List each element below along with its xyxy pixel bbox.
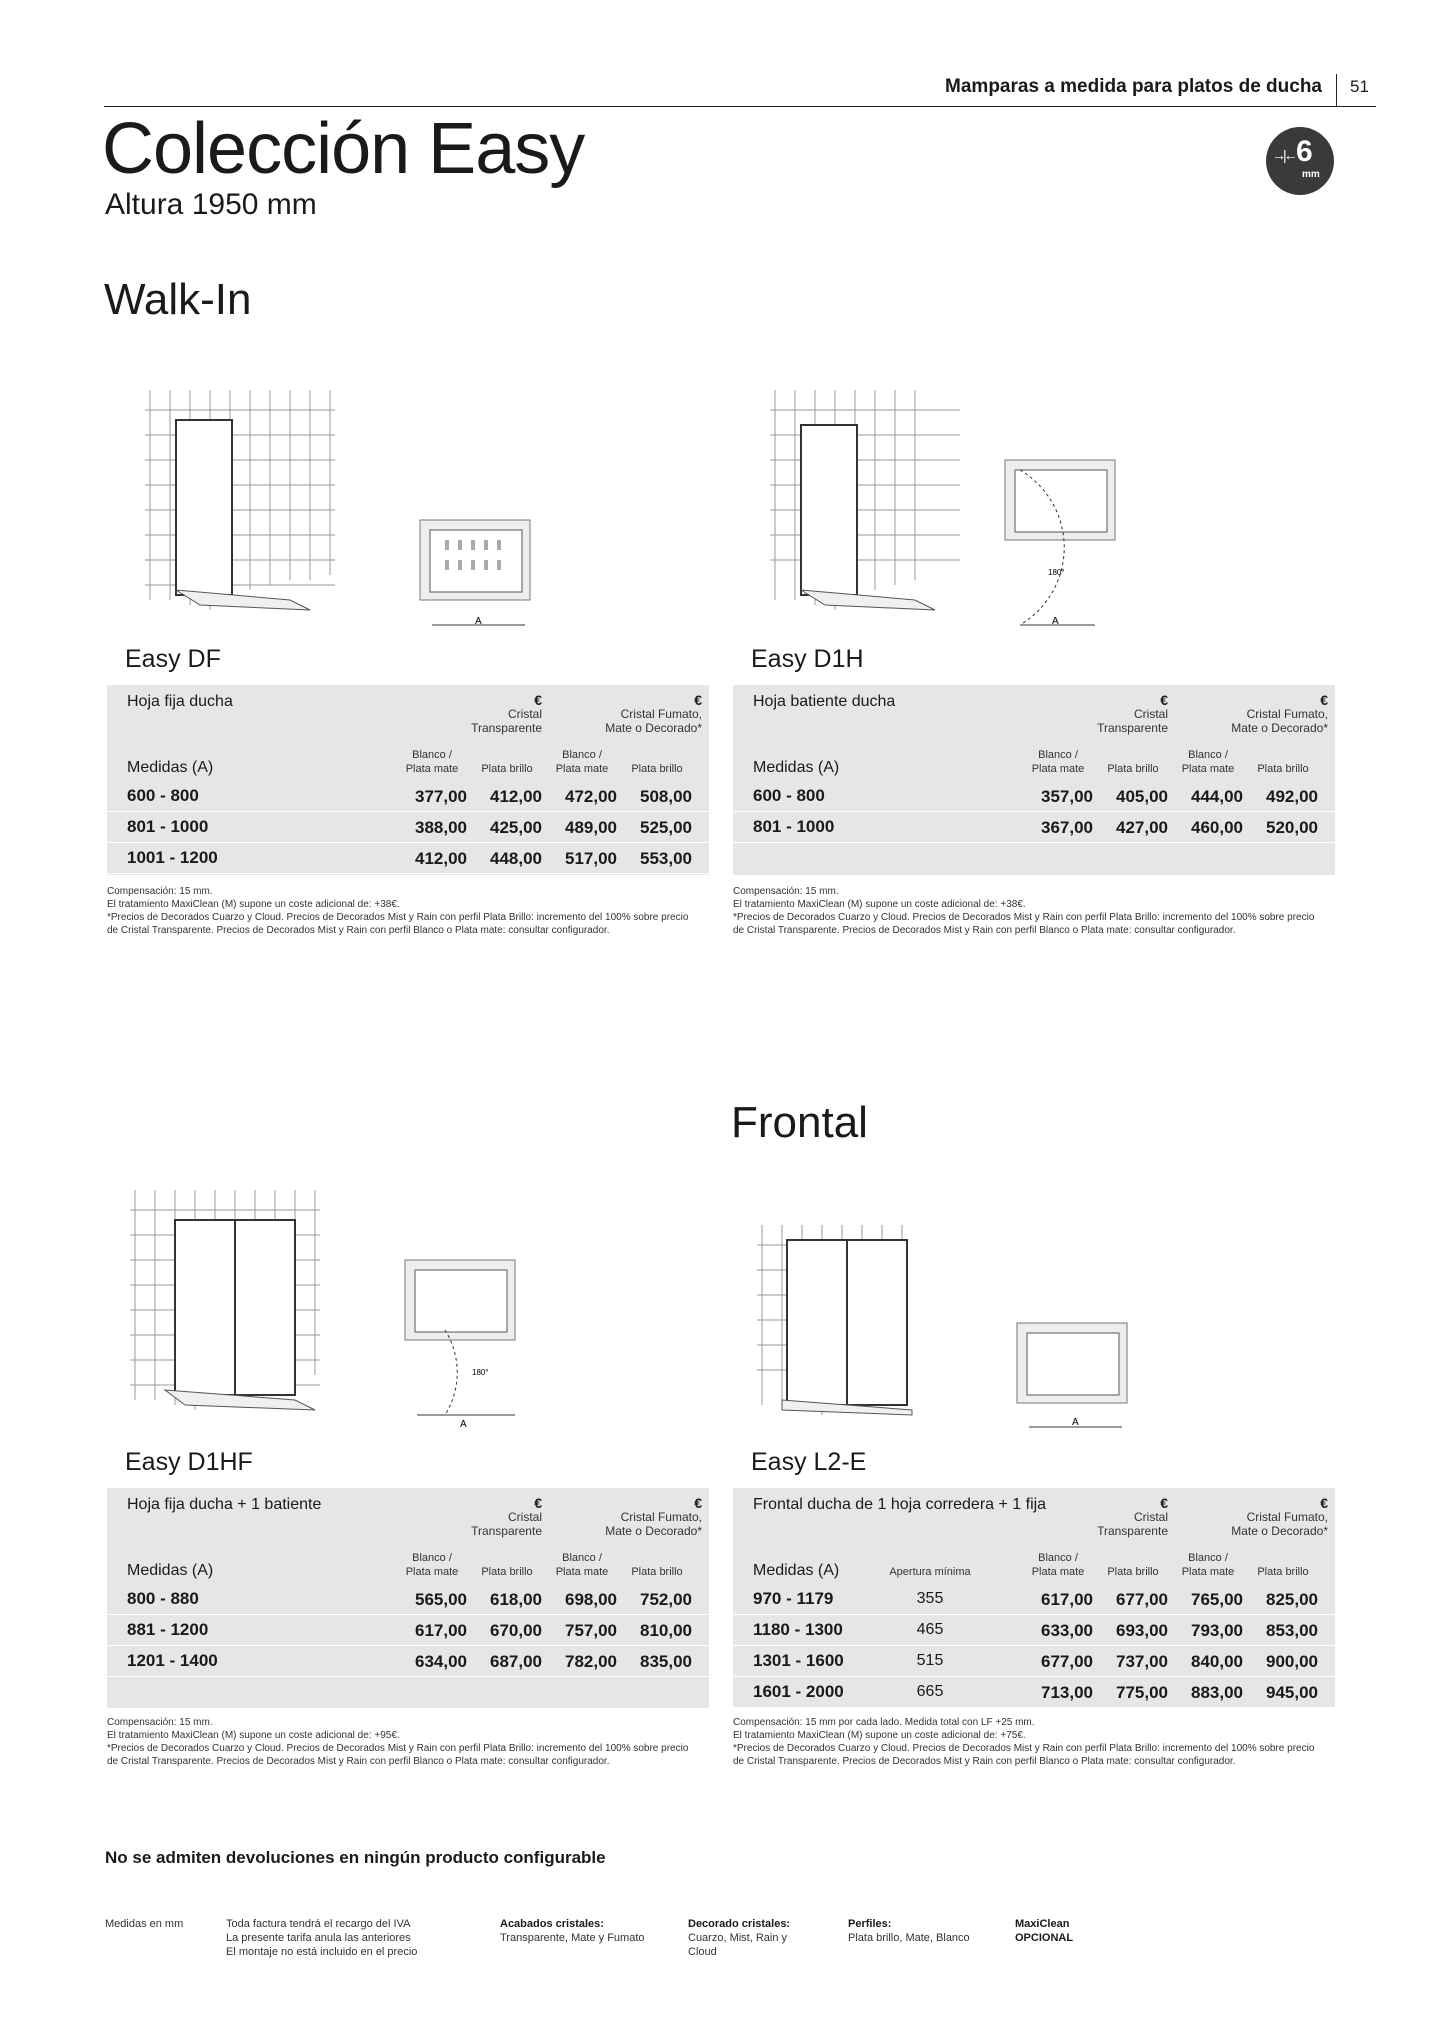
sub-header: Plata brillo bbox=[481, 763, 533, 775]
section-title-frontal: Frontal bbox=[731, 1098, 868, 1147]
badge-number: 6 bbox=[1296, 135, 1313, 168]
row-measure: 800 - 880 bbox=[127, 1589, 199, 1608]
price-cell: 520,00 bbox=[1266, 818, 1318, 837]
footer-acabados bbox=[500, 1917, 645, 1945]
rows bbox=[733, 1584, 1335, 1708]
footer-perfiles bbox=[848, 1917, 970, 1945]
table-notes bbox=[107, 885, 697, 937]
price-cell: 782,00 bbox=[565, 1652, 617, 1671]
sub-header: Plata brillo bbox=[631, 763, 683, 775]
price-cell: 492,00 bbox=[1266, 787, 1318, 806]
running-header: Mamparas a medida para platos de ducha bbox=[945, 76, 1322, 97]
table-caption: Frontal ducha de 1 hoja corredera + 1 fija bbox=[753, 1496, 1047, 1513]
price-cell: 377,00 bbox=[415, 787, 467, 806]
sub-header: Blanco / Plata mate bbox=[555, 1552, 609, 1578]
column-group-transparente: € Cristal Transparente bbox=[471, 692, 542, 735]
table-row bbox=[733, 812, 1335, 843]
header-rule bbox=[104, 106, 1376, 107]
price-cell: 677,00 bbox=[1116, 1590, 1168, 1609]
dimension-label-a: A bbox=[460, 1419, 467, 1430]
row-measure: 1601 - 2000 bbox=[753, 1682, 844, 1701]
dimension-label-a: A bbox=[1072, 1417, 1079, 1428]
price-cell: 757,00 bbox=[565, 1621, 617, 1640]
row-measure: 600 - 800 bbox=[753, 786, 825, 805]
price-cell: 412,00 bbox=[490, 787, 542, 806]
easy-d1hf-diagram bbox=[125, 1190, 545, 1430]
table-notes bbox=[733, 1716, 1323, 1768]
table-row bbox=[107, 781, 709, 812]
table-row bbox=[733, 1677, 1335, 1708]
dimension-label-a: A bbox=[1052, 616, 1059, 627]
medidas-label: Medidas (A) bbox=[127, 759, 214, 776]
angle-label: 180° bbox=[1048, 568, 1065, 577]
price-cell: 633,00 bbox=[1041, 1621, 1093, 1640]
column-group-fumato: € Cristal Fumato, Mate o Decorado* bbox=[1231, 692, 1328, 735]
note-line: El tratamiento MaxiClean (M) supone un coste adicional de: +38€. bbox=[733, 899, 1026, 910]
price-cell: 405,00 bbox=[1116, 787, 1168, 806]
footer-heading: Decorado cristales: bbox=[688, 1918, 791, 1930]
sub-header: Blanco / Plata mate bbox=[405, 1552, 459, 1578]
table-row bbox=[733, 1646, 1335, 1677]
price-cell: 713,00 bbox=[1041, 1683, 1093, 1702]
row-measure: 1301 - 1600 bbox=[753, 1651, 844, 1670]
sub-header: Plata brillo bbox=[1107, 1566, 1159, 1578]
row-apertura: 465 bbox=[916, 1621, 944, 1638]
price-cell: 698,00 bbox=[565, 1590, 617, 1609]
column-group-fumato: € Cristal Fumato, Mate o Decorado* bbox=[1231, 1495, 1328, 1538]
sub-header: Blanco / Plata mate bbox=[1031, 1552, 1085, 1578]
price-cell: 737,00 bbox=[1116, 1652, 1168, 1671]
price-cell: 670,00 bbox=[490, 1621, 542, 1640]
table-row bbox=[107, 843, 709, 874]
price-cell: 565,00 bbox=[415, 1590, 467, 1609]
price-cell: 388,00 bbox=[415, 818, 467, 837]
row-measure: 600 - 800 bbox=[127, 786, 199, 805]
product-name: Easy D1HF bbox=[125, 1448, 253, 1476]
row-apertura: 665 bbox=[916, 1683, 944, 1700]
product-name: Easy D1H bbox=[751, 645, 864, 673]
group-label: Cristal Transparente bbox=[471, 1510, 542, 1538]
row-apertura: 515 bbox=[916, 1652, 944, 1669]
price-cell: 444,00 bbox=[1191, 787, 1243, 806]
column-group-fumato: € Cristal Fumato, Mate o Decorado* bbox=[605, 692, 702, 735]
row-measure: 801 - 1000 bbox=[753, 817, 835, 836]
note-line: *Precios de Decorados Cuarzo y Cloud. Precios de Decorados Mist y Rain con perfil Plata Brillo: incremento del 100% sobre precio de Cristal Transparente. Precios de Decorados Mist y Rain con perfil Blanco o Plata mate: consultar configurador. bbox=[107, 1743, 689, 1767]
price-table bbox=[107, 1488, 709, 1708]
badge-unit: mm bbox=[1302, 169, 1320, 180]
price-cell: 367,00 bbox=[1041, 818, 1093, 837]
table-notes bbox=[733, 885, 1323, 937]
price-cell: 677,00 bbox=[1041, 1652, 1093, 1671]
price-cell: 472,00 bbox=[565, 787, 617, 806]
row-measure: 1201 - 1400 bbox=[127, 1651, 218, 1670]
group-label: Cristal Fumato, Mate o Decorado* bbox=[605, 707, 702, 735]
price-cell: 425,00 bbox=[490, 818, 542, 837]
collection-title: Colección Easy bbox=[102, 109, 585, 189]
easy-l2-e-diagram bbox=[752, 1225, 1172, 1435]
sub-header: Blanco / Plata mate bbox=[405, 749, 459, 775]
footer-line: Cuarzo, Mist, Rain y bbox=[688, 1932, 788, 1944]
price-cell: 693,00 bbox=[1116, 1621, 1168, 1640]
group-label: Cristal Fumato, Mate o Decorado* bbox=[1231, 1510, 1328, 1538]
sub-header: Blanco / Plata mate bbox=[555, 749, 609, 775]
footer-line: OPCIONAL bbox=[1015, 1932, 1074, 1944]
rows bbox=[107, 1584, 709, 1677]
price-cell: 853,00 bbox=[1266, 1621, 1318, 1640]
footer-line: La presente tarifa anula las anteriores bbox=[226, 1932, 411, 1944]
sub-header: Plata brillo bbox=[1257, 763, 1309, 775]
price-cell: 634,00 bbox=[415, 1652, 467, 1671]
medidas-label: Medidas (A) bbox=[127, 1562, 214, 1579]
price-cell: 489,00 bbox=[565, 818, 617, 837]
footer-billing bbox=[226, 1917, 417, 1959]
price-table bbox=[733, 1488, 1335, 1708]
price-cell: 460,00 bbox=[1191, 818, 1243, 837]
return-policy-notice: No se admiten devoluciones en ningún producto configurable bbox=[105, 1848, 606, 1867]
price-cell: 357,00 bbox=[1041, 787, 1093, 806]
medidas-label: Medidas (A) bbox=[753, 1562, 840, 1579]
price-table bbox=[733, 685, 1335, 875]
sub-header: Plata brillo bbox=[481, 1566, 533, 1578]
price-cell: 945,00 bbox=[1266, 1683, 1318, 1702]
note-line: Compensación: 15 mm. bbox=[107, 886, 213, 897]
footer-heading: MaxiClean bbox=[1015, 1918, 1070, 1930]
price-cell: 617,00 bbox=[415, 1621, 467, 1640]
footer-heading: Acabados cristales: bbox=[500, 1918, 604, 1930]
footer-line: Plata brillo, Mate, Blanco bbox=[848, 1932, 970, 1944]
footer-maxiclean bbox=[1015, 1917, 1073, 1945]
table-row bbox=[733, 1584, 1335, 1615]
price-cell: 775,00 bbox=[1116, 1683, 1168, 1702]
medidas-label: Medidas (A) bbox=[753, 759, 840, 776]
dimension-label-a: A bbox=[475, 616, 482, 627]
note-line: Compensación: 15 mm. bbox=[107, 1717, 213, 1728]
footer-line: Toda factura tendrá el recargo del IVA bbox=[226, 1918, 411, 1930]
product-name: Easy L2-E bbox=[751, 1448, 867, 1476]
group-label: Cristal Transparente bbox=[1097, 1510, 1168, 1538]
table-row bbox=[107, 1584, 709, 1615]
table-row bbox=[107, 812, 709, 843]
footer-units: Medidas en mm bbox=[105, 1918, 184, 1930]
sub-header: Blanco / Plata mate bbox=[1181, 1552, 1235, 1578]
angle-label: 180° bbox=[472, 1368, 489, 1377]
column-group-fumato: € Cristal Fumato, Mate o Decorado* bbox=[605, 1495, 702, 1538]
arrows-icon: →|← bbox=[1272, 147, 1295, 163]
footer-line: El montaje no está incluido en el precio bbox=[226, 1946, 418, 1958]
price-cell: 793,00 bbox=[1191, 1621, 1243, 1640]
price-cell: 835,00 bbox=[640, 1652, 692, 1671]
group-label: Cristal Fumato, Mate o Decorado* bbox=[605, 1510, 702, 1538]
sub-header: Plata brillo bbox=[1107, 763, 1159, 775]
table-caption: Hoja fija ducha + 1 batiente bbox=[127, 1496, 322, 1513]
note-line: El tratamiento MaxiClean (M) supone un coste adicional de: +95€. bbox=[107, 1730, 400, 1741]
table-row bbox=[733, 781, 1335, 812]
price-cell: 517,00 bbox=[565, 849, 617, 868]
thickness-badge bbox=[1266, 127, 1334, 195]
page-number: 51 bbox=[1350, 77, 1369, 96]
note-line: *Precios de Decorados Cuarzo y Cloud. Precios de Decorados Mist y Rain con perfil Plata Brillo: incremento del 100% sobre precio de Cristal Transparente. Precios de Decorados Mist y Rain con perfil Blanco o Plata mate: consultar configurador. bbox=[733, 912, 1315, 936]
table-caption: Hoja fija ducha bbox=[127, 693, 233, 710]
table-row bbox=[107, 1615, 709, 1646]
note-line: El tratamiento MaxiClean (M) supone un coste adicional de: +75€. bbox=[733, 1730, 1026, 1741]
note-line: *Precios de Decorados Cuarzo y Cloud. Precios de Decorados Mist y Rain con perfil Plata Brillo: incremento del 100% sobre precio de Cristal Transparente. Precios de Decorados Mist y Rain con perfil Blanco o Plata mate: consultar configurador. bbox=[733, 1743, 1315, 1767]
row-apertura: 355 bbox=[916, 1590, 944, 1607]
price-cell: 687,00 bbox=[490, 1652, 542, 1671]
price-cell: 448,00 bbox=[490, 849, 542, 868]
row-measure: 970 - 1179 bbox=[753, 1589, 834, 1608]
row-measure: 1001 - 1200 bbox=[127, 848, 218, 867]
price-cell: 412,00 bbox=[415, 849, 467, 868]
header-separator bbox=[1336, 74, 1337, 106]
easy-df-diagram bbox=[140, 390, 540, 630]
price-cell: 765,00 bbox=[1191, 1590, 1243, 1609]
apertura-label: Apertura mínima bbox=[889, 1566, 971, 1578]
row-measure: 881 - 1200 bbox=[127, 1620, 209, 1639]
easy-d1h-diagram bbox=[765, 390, 1165, 630]
price-cell: 900,00 bbox=[1266, 1652, 1318, 1671]
table-notes bbox=[107, 1716, 697, 1768]
price-table bbox=[107, 685, 709, 875]
price-cell: 508,00 bbox=[640, 787, 692, 806]
collection-subtitle: Altura 1950 mm bbox=[105, 188, 317, 221]
table-row bbox=[733, 1615, 1335, 1646]
column-group-transparente: € Cristal Transparente bbox=[471, 1495, 542, 1538]
price-cell: 752,00 bbox=[640, 1590, 692, 1609]
sub-header: Blanco / Plata mate bbox=[1031, 749, 1085, 775]
footer-decorado bbox=[688, 1917, 790, 1959]
rows bbox=[107, 781, 709, 874]
price-cell: 810,00 bbox=[640, 1621, 692, 1640]
column-group-transparente: € Cristal Transparente bbox=[1097, 1495, 1168, 1538]
note-line: El tratamiento MaxiClean (M) supone un coste adicional de: +38€. bbox=[107, 899, 400, 910]
group-label: Cristal Fumato, Mate o Decorado* bbox=[1231, 707, 1328, 735]
footer-heading: Perfiles: bbox=[848, 1918, 892, 1930]
note-line: Compensación: 15 mm por cada lado. Medida total con LF +25 mm. bbox=[733, 1717, 1035, 1728]
price-cell: 618,00 bbox=[490, 1590, 542, 1609]
row-measure: 1180 - 1300 bbox=[753, 1620, 843, 1639]
table-caption: Hoja batiente ducha bbox=[753, 693, 896, 710]
sub-header: Plata brillo bbox=[1257, 1566, 1309, 1578]
price-cell: 883,00 bbox=[1191, 1683, 1243, 1702]
group-label: Cristal Transparente bbox=[471, 707, 542, 735]
column-group-transparente: € Cristal Transparente bbox=[1097, 692, 1168, 735]
footer-line: Cloud bbox=[688, 1946, 717, 1958]
price-cell: 525,00 bbox=[640, 818, 692, 837]
price-cell: 825,00 bbox=[1266, 1590, 1318, 1609]
section-title-walkin: Walk-In bbox=[104, 275, 252, 324]
note-line: *Precios de Decorados Cuarzo y Cloud. Precios de Decorados Mist y Rain con perfil Plata Brillo: incremento del 100% sobre precio de Cristal Transparente. Precios de Decorados Mist y Rain con perfil Blanco o Plata mate: consultar configurador. bbox=[107, 912, 689, 936]
footer-line: Transparente, Mate y Fumato bbox=[500, 1932, 645, 1944]
note-line: Compensación: 15 mm. bbox=[733, 886, 839, 897]
price-cell: 617,00 bbox=[1041, 1590, 1093, 1609]
sub-header: Plata brillo bbox=[631, 1566, 683, 1578]
product-name: Easy DF bbox=[125, 645, 221, 673]
price-cell: 553,00 bbox=[640, 849, 692, 868]
group-label: Cristal Transparente bbox=[1097, 707, 1168, 735]
table-row bbox=[107, 1646, 709, 1677]
sub-header: Blanco / Plata mate bbox=[1181, 749, 1235, 775]
rows bbox=[733, 781, 1335, 843]
price-cell: 840,00 bbox=[1191, 1652, 1243, 1671]
row-measure: 801 - 1000 bbox=[127, 817, 209, 836]
price-cell: 427,00 bbox=[1116, 818, 1168, 837]
